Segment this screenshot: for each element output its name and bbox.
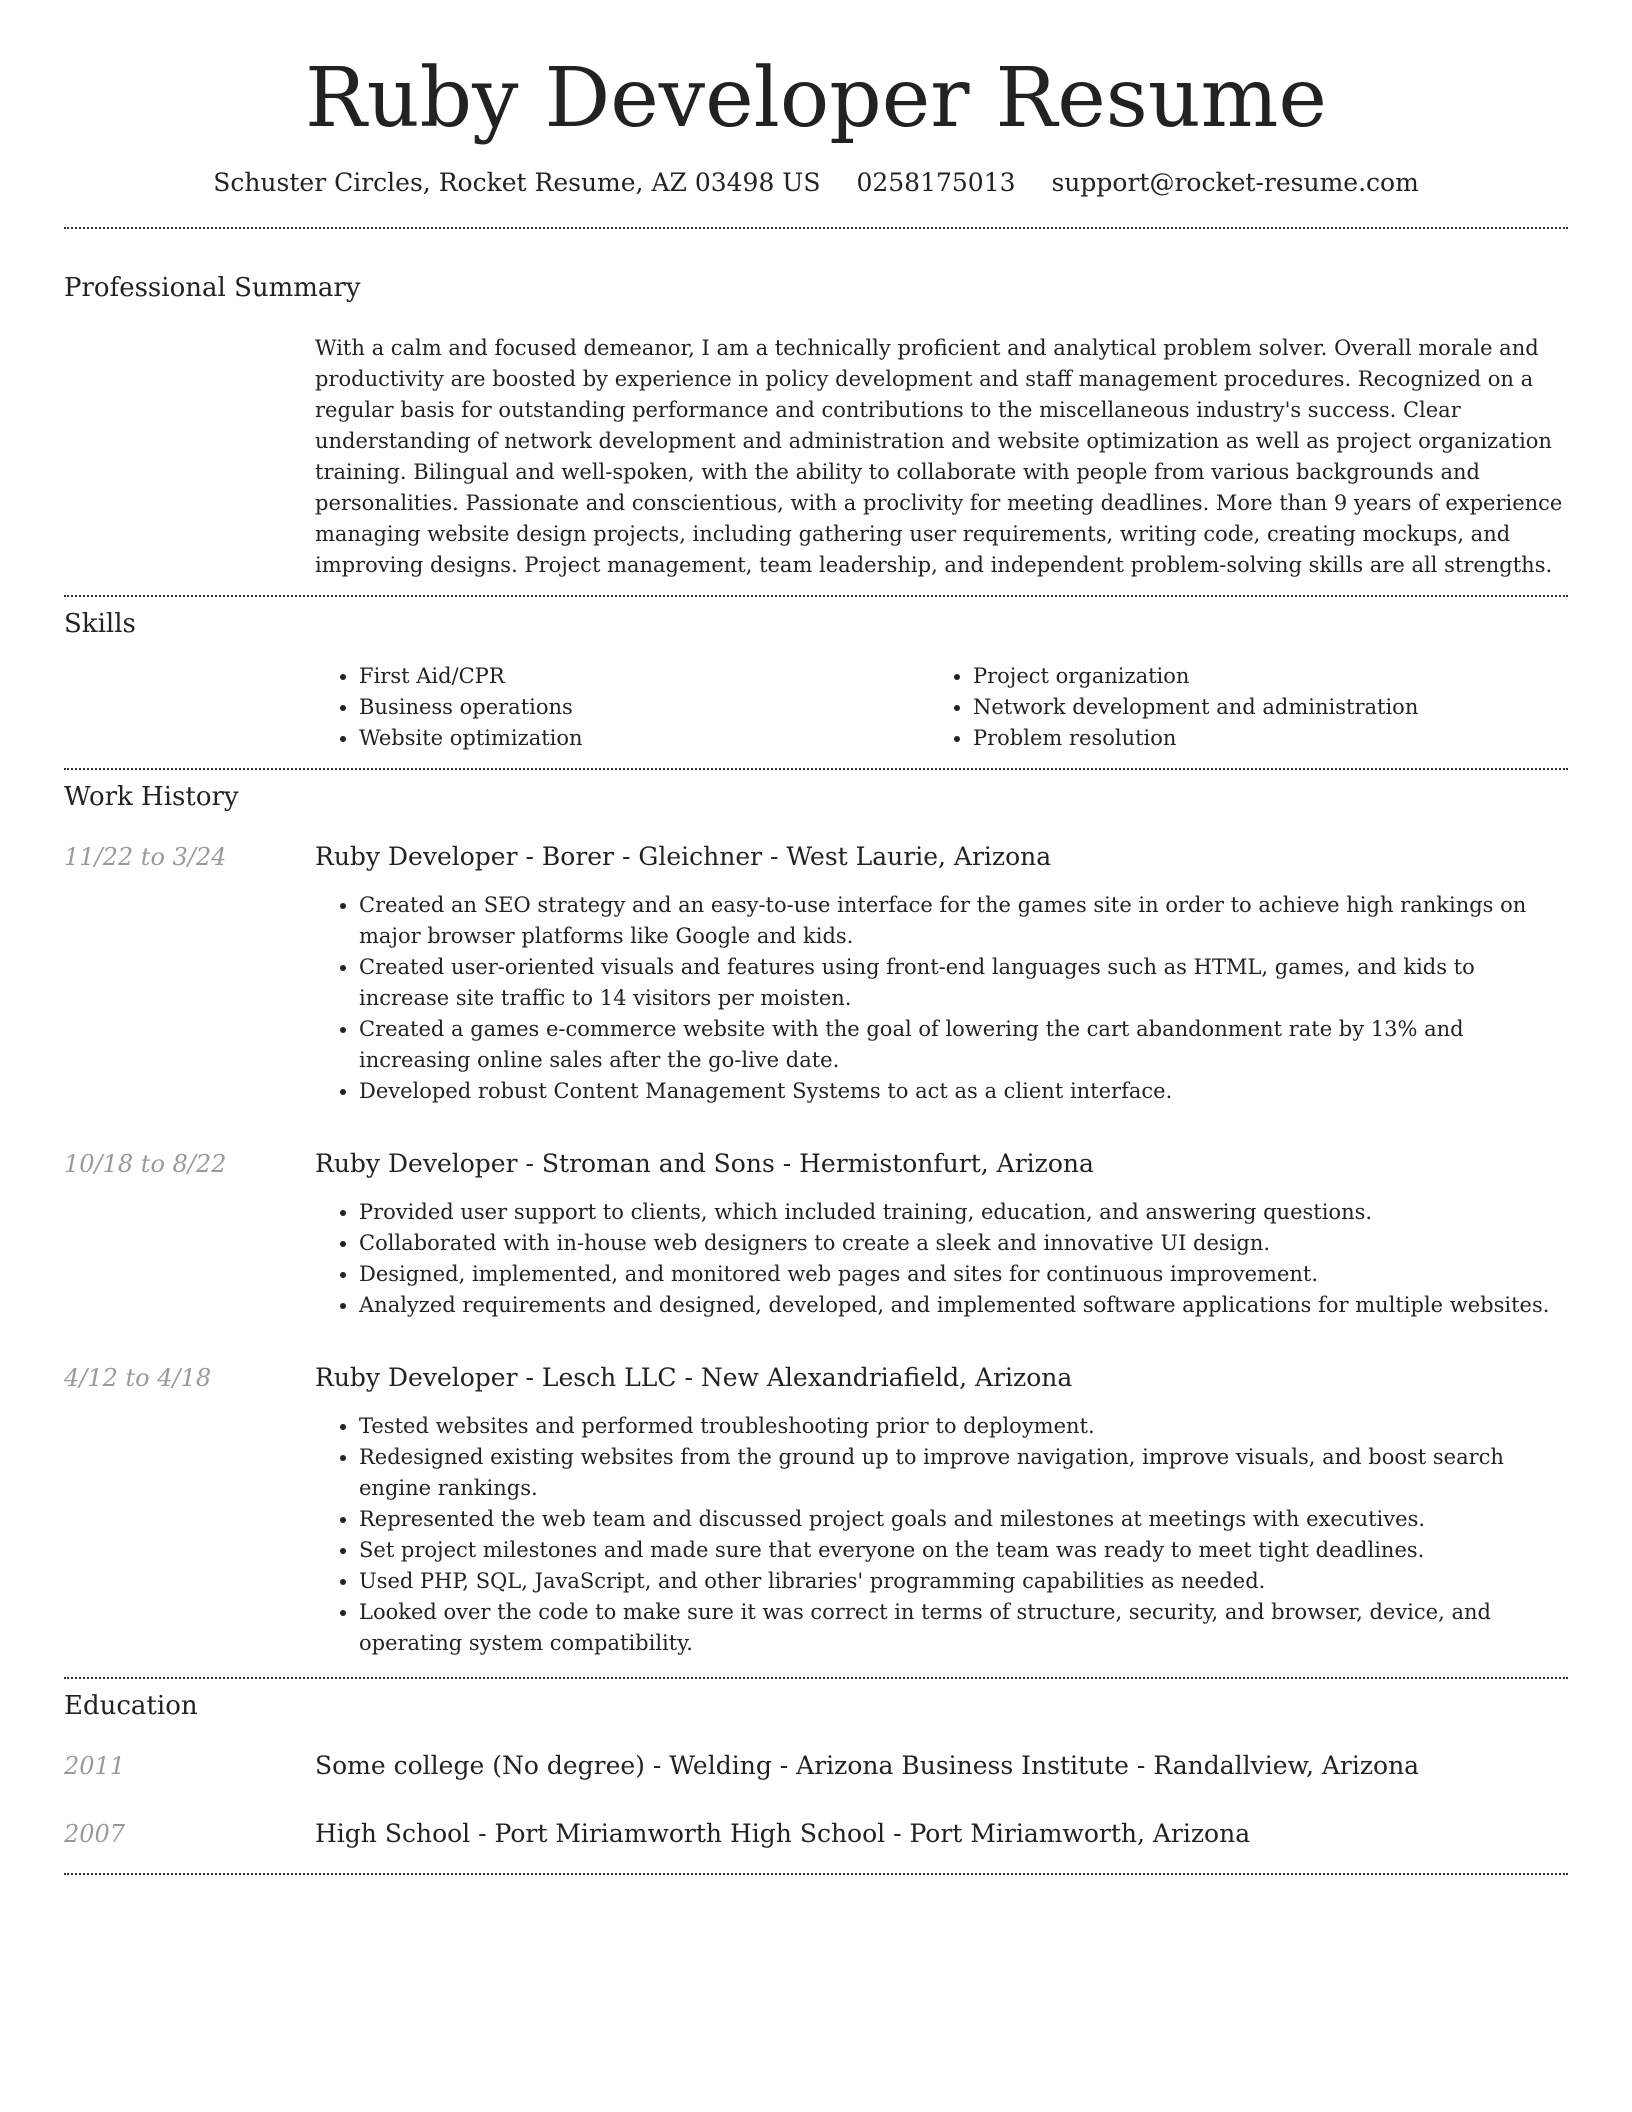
skill-item: • Business operations <box>359 692 929 723</box>
divider <box>64 595 1568 597</box>
divider <box>64 1677 1568 1679</box>
resume-title: Ruby Developer Resume <box>305 51 1327 146</box>
job-heading: Ruby Developer - Lesch LLC - New Alexandriafield, Arizona <box>315 1363 1073 1393</box>
education-entry <box>64 1749 1568 1783</box>
job-date: 11/22 to 3/24 <box>64 843 227 872</box>
education-date: 2007 <box>64 1820 126 1849</box>
job-bullet: • Created a games e-commerce website with the goal of lowering the cart abandonment rate by 13% and increasing online sales after the go-live date. <box>359 1014 1568 1076</box>
skills-list <box>315 661 1568 754</box>
job-entry <box>64 1147 1568 1321</box>
job-bullet: • Redesigned existing websites from the ground up to improve navigation, improve visuals, and boost search engine rankings. <box>359 1442 1568 1504</box>
job-bullet: • Represented the web team and discussed project goals and milestones at meetings with executives. <box>359 1504 1568 1535</box>
job-bullet: • Collaborated with in-house web designers to create a sleek and innovative UI design. <box>359 1228 1568 1259</box>
skills-heading: Skills <box>64 609 136 640</box>
job-entry <box>64 1361 1568 1659</box>
summary-heading: Professional Summary <box>64 273 361 304</box>
summary-text: With a calm and focused demeanor, I am a technically proficient and analytical problem solver. Overall morale and productivity are boosted by experience in policy development and staff management procedures. Recognized on a regular basis for outstanding performance and contributions to the miscellaneous industry's success. Clear understanding of network development and administration and website optimization as well as project organization training. Bilingual and well-spoken, with the ability to collaborate with people from various backgrounds and personalities. Passionate and conscientious, with a proclivity for meeting deadlines. More than 9 years of experience managing website design projects, including gathering user requirements, writing code, creating mockups, and improving designs. Project management, team leadership, and independent problem-solving skills are all strengths. <box>315 336 1563 578</box>
education-heading-text: Some college (No degree) - Welding - Arizona Business Institute - Randallview, Arizona <box>315 1751 1420 1781</box>
job-bullet: • Analyzed requirements and designed, developed, and implemented software applications for multiple websites. <box>359 1290 1568 1321</box>
job-date: 4/12 to 4/18 <box>64 1364 212 1393</box>
education-heading-text: High School - Port Miriamworth High School - Port Miriamworth, Arizona <box>315 1819 1251 1849</box>
contact-phone: 0258175013 <box>856 168 1016 198</box>
job-bullets <box>315 890 1568 1107</box>
job-heading: Ruby Developer - Stroman and Sons - Hermistonfurt, Arizona <box>315 1149 1094 1179</box>
skill-item: • First Aid/CPR <box>359 661 929 692</box>
contact-address: Schuster Circles, Rocket Resume, AZ 03498 US <box>213 168 821 198</box>
work-history-heading: Work History <box>64 782 239 813</box>
job-bullet: • Developed robust Content Management Systems to act as a client interface. <box>359 1076 1568 1107</box>
skills-column-left <box>315 661 929 754</box>
divider <box>64 768 1568 770</box>
education-date: 2011 <box>64 1752 126 1781</box>
job-bullet: • Created user-oriented visuals and features using front-end languages such as HTML, games, and kids to increase site traffic to 14 visitors per moisten. <box>359 952 1568 1014</box>
job-bullet: • Set project milestones and made sure that everyone on the team was ready to meet tight deadlines. <box>359 1535 1568 1566</box>
job-bullet: • Used PHP, SQL, JavaScript, and other libraries' programming capabilities as needed. <box>359 1566 1568 1597</box>
job-bullets <box>315 1411 1568 1659</box>
job-entry <box>64 840 1568 1107</box>
job-heading: Ruby Developer - Borer - Gleichner - West Laurie, Arizona <box>315 842 1052 872</box>
skills-column-right <box>929 661 1543 754</box>
contact-line <box>64 168 1568 197</box>
job-bullet: • Designed, implemented, and monitored web pages and sites for continuous improvement. <box>359 1259 1568 1290</box>
job-date: 10/18 to 8/22 <box>64 1150 227 1179</box>
skill-item: • Project organization <box>973 661 1543 692</box>
skill-item: • Network development and administration <box>973 692 1543 723</box>
job-bullet: • Tested websites and performed troubleshooting prior to deployment. <box>359 1411 1568 1442</box>
job-bullet: • Looked over the code to make sure it was correct in terms of structure, security, and browser, device, and operating system compatibility. <box>359 1597 1568 1659</box>
divider <box>64 227 1568 229</box>
education-heading: Education <box>64 1691 198 1722</box>
education-entry <box>64 1817 1568 1851</box>
job-bullet: • Created an SEO strategy and an easy-to-use interface for the games site in order to achieve high rankings on major browser platforms like Google and kids. <box>359 890 1568 952</box>
contact-email: support@rocket-resume.com <box>1051 168 1419 198</box>
job-bullets <box>315 1197 1568 1321</box>
skill-item: • Website optimization <box>359 723 929 754</box>
divider <box>64 1873 1568 1875</box>
job-bullet: • Provided user support to clients, which included training, education, and answering questions. <box>359 1197 1568 1228</box>
skill-item: • Problem resolution <box>973 723 1543 754</box>
